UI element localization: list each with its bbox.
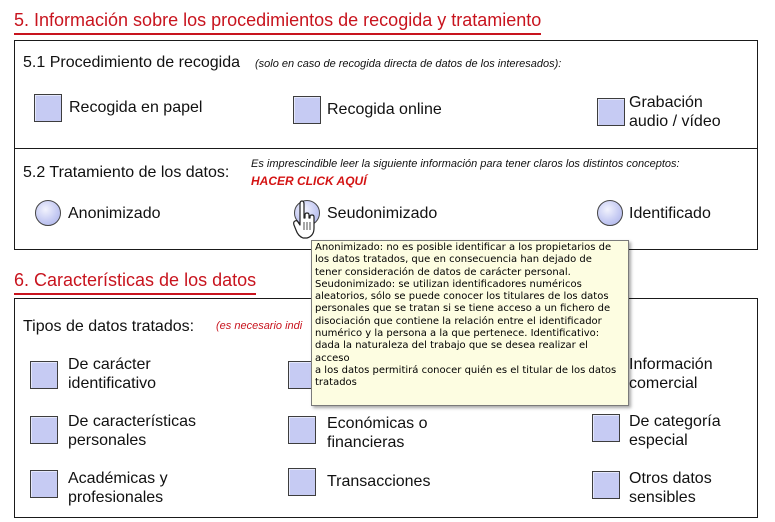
anonymized-label: Anonimizado xyxy=(68,205,161,222)
tooltip-line: personales que se tratan si se tiene acceso a un fichero de xyxy=(315,303,611,315)
tooltip-line: tratados xyxy=(315,377,357,389)
economic-financial-label xyxy=(327,414,428,452)
economic-financial-checkbox[interactable] xyxy=(288,416,316,444)
identified-label: Identificado xyxy=(629,205,711,222)
tooltip-line: aleatorios, sólo se puede conocer los titulares de los datos xyxy=(315,291,609,303)
hand-pointer-icon xyxy=(293,200,317,242)
paper-collection-label: Recogida en papel xyxy=(69,99,203,116)
identifying-data-label-line1: De carácter xyxy=(68,356,151,373)
academic-professional-checkbox[interactable] xyxy=(30,470,58,498)
academic-professional-label-line1: Académicas y xyxy=(68,470,168,487)
other-sensitive-label-line2: sensibles xyxy=(629,489,696,506)
academic-professional-label-line2: profesionales xyxy=(68,489,164,506)
special-category-label-line1: De categoría xyxy=(629,413,721,430)
tooltip-line: tener consideración de datos de carácter personal. xyxy=(315,266,571,278)
tooltip-line: numérico y la persona a la que pertenece. Identificativo: xyxy=(315,328,600,340)
pseudonymized-label: Seudonimizado xyxy=(327,205,438,222)
tooltip-line: Anonimizado: no es posible identificar a los propietarios de xyxy=(315,242,612,253)
economic-financial-label-line1: Económicas o xyxy=(327,415,428,432)
data-treatment-label: 5.2 Tratamiento de los datos: xyxy=(23,164,230,181)
collection-procedure-label: 5.1 Procedimiento de recogida xyxy=(23,54,241,71)
online-collection-checkbox[interactable] xyxy=(293,96,321,124)
audio-video-checkbox[interactable] xyxy=(597,98,625,126)
tooltip-line: dada la naturaleza del trabajo que se desea realizar el acceso xyxy=(315,340,588,364)
other-sensitive-label xyxy=(629,469,712,507)
data-types-note: (es necesario indi xyxy=(216,320,303,332)
tooltip-line: a los datos permitirá conocer quién es el titular de los datos xyxy=(315,364,617,376)
tooltip-line: Seudonimizado: se utilizan identificadores numéricos xyxy=(315,278,582,290)
personal-characteristics-label-line1: De características xyxy=(68,413,197,430)
tooltip-line: los datos tratados, que en consecuencia han dejado de xyxy=(315,254,592,266)
identifying-data-checkbox[interactable] xyxy=(30,361,58,389)
treatment-definitions-tooltip xyxy=(311,240,629,406)
paper-collection-checkbox[interactable] xyxy=(34,94,62,122)
academic-professional-label xyxy=(68,469,168,507)
anonymized-radio[interactable] xyxy=(35,200,61,226)
commercial-info-label-line2: comercial xyxy=(629,375,698,392)
section-5-title: 5. Información sobre los procedimientos de recogida y tratamiento xyxy=(14,10,542,30)
data-treatment-note: Es imprescindible leer la siguiente información para tener claros los distintos conceptos: xyxy=(251,158,680,170)
commercial-info-label xyxy=(629,355,713,393)
data-types-label: Tipos de datos tratados: xyxy=(23,318,195,335)
audio-video-label-line1: Grabación xyxy=(629,94,703,111)
identified-radio[interactable] xyxy=(597,200,623,226)
collection-procedure-note: (solo en caso de recogida directa de datos de los interesados): xyxy=(255,58,562,70)
tooltip-line: disociación que contiene la relación entre el identificador xyxy=(315,315,602,327)
audio-video-label-line2: audio / vídeo xyxy=(629,113,721,130)
other-sensitive-label-line1: Otros datos xyxy=(629,470,712,487)
special-category-checkbox[interactable] xyxy=(592,414,620,442)
section-6-title: 6. Características de los datos xyxy=(14,270,257,290)
identifying-data-label xyxy=(68,355,156,393)
transactions-checkbox[interactable] xyxy=(288,468,316,496)
other-sensitive-checkbox[interactable] xyxy=(592,471,620,499)
click-here-link[interactable]: HACER CLICK AQUÍ xyxy=(251,174,367,188)
economic-financial-label-line2: financieras xyxy=(327,434,405,451)
personal-characteristics-checkbox[interactable] xyxy=(30,416,58,444)
special-category-label-line2: especial xyxy=(629,432,688,449)
commercial-info-label-line1: Información xyxy=(629,356,713,373)
audio-video-label xyxy=(629,93,721,131)
personal-characteristics-label xyxy=(68,412,196,450)
special-category-label xyxy=(629,412,721,450)
transactions-label: Transacciones xyxy=(327,473,431,490)
personal-characteristics-label-line2: personales xyxy=(68,432,147,449)
online-collection-label: Recogida online xyxy=(327,101,442,118)
identifying-data-label-line2: identificativo xyxy=(68,375,157,392)
